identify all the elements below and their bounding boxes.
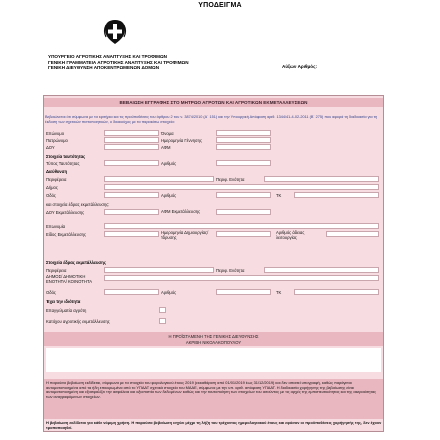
region-label: Περιφέρεια: [46, 177, 67, 182]
birthdate-label: Ημερομηνία Γέννησης: [161, 138, 202, 143]
form-row: [44, 318, 383, 325]
doy-field[interactable]: [104, 144, 159, 150]
form-row: [44, 184, 383, 191]
form-row: [44, 153, 383, 160]
id-number-field[interactable]: [216, 160, 271, 166]
form-row: [44, 168, 383, 175]
legal-notice: Η παρούσα βεβαίωση εκδίδεται, σύμφωνα με τα στοιχεία του φορολογικού έτους 2019 (εκκαθάριση από 01/01/2019 έως 31/12/2019) και δεν απαιτεί υπογραφή, καθώς παράγεται αυτοματοποιημένα από τα ήδη επικυρωμένα από το ΥΠΑΑΤ σχετικά στοιχεία του ΜΑΑΕ, σύμφωνα με την υπ. αριθ. απόφαση ΥΠΑΑΤ. Η διαδικασία χορήγησης της βεβαίωσης είναι αυτοματοποιημένη και εξασφαλίζει την ασφάλεια και αξιοπιστία των δεδομένων καθώς και την ταυτοποίηση των στοιχείων του αιτούντος με τις αρχές της εμπιστευτικότητας και της ακεραιότητας των αναγραφόμενων στοιχείων.: [44, 379, 383, 419]
signature-area: [46, 348, 381, 372]
hq-doy-field[interactable]: [104, 209, 159, 215]
postcode-field[interactable]: [294, 192, 379, 198]
seat-street-label: Οδός: [46, 290, 56, 295]
form-row: [44, 137, 383, 144]
certificate-intro: Βεβαιώνεται ότι σύμφωνα με τα κριτήρια και τις προϋποθέσεις του άρθρου 2 του ν. 3874/2010 (Α΄ 151) και την Υπουργική Απόφαση αριθ. 1344/41-4-02-2011 (Β΄ 275) που αφορά τη διαδικασία για τη έκδοση των σχετικών πιστοποιητικών, ο δικαιούχος με τα παρακάτω στοιχεία:: [45, 115, 378, 124]
holding-owner-checkbox[interactable]: [159, 318, 166, 324]
id-number-label: Αριθμός: [161, 161, 177, 166]
seat-region-label: Περιφέρεια: [46, 268, 67, 273]
region-field[interactable]: [104, 176, 214, 182]
postcode-label: ΤΚ: [276, 193, 282, 198]
document-title: ΥΠΟΔΕΙΓΜΑ: [198, 2, 242, 9]
ministry-line: ΓΕΝΙΚΗ ΔΙΕΥΘΥΝΣΗ ΑΠΟΚΕΝΤΡΩΜΕΝΩΝ ΔΟΜΩΝ: [48, 65, 160, 71]
form-row: [44, 160, 383, 167]
form-row: [44, 231, 383, 246]
form-row: [44, 259, 383, 266]
seat-regional-unit-field[interactable]: [264, 267, 379, 273]
municipality-label: Δήμος: [46, 185, 58, 190]
id-type-field[interactable]: [104, 160, 159, 166]
greek-emblem-icon: [100, 17, 130, 47]
name-label: Όνομα: [161, 131, 174, 136]
father-name-label: Πατρώνυμο: [46, 138, 68, 143]
ministry-line: ΥΠΟΥΡΓΕΙΟ ΑΓΡΟΤΙΚΗΣ ΑΝΑΠΤΥΞΗΣ ΚΑΙ ΤΡΟΦΙΜΩΝ: [48, 54, 167, 59]
form-row: [44, 298, 383, 305]
professional-farmer-label: Επαγγελματία αγρότη: [46, 308, 87, 313]
hq-afm-label: ΑΦΜ Εκμετάλλευσης: [161, 209, 201, 214]
protocol-number-label: Αύξων Αριθμός:: [282, 64, 318, 69]
validity-note: Η βεβαίωση εκδίδεται για κάθε νόμιμη χρήση. Η παρούσα βεβαίωση ισχύει μέχρι τη λήξη του τρέχοντος ημερολογιακού έτους και εφόσον οι προϋποθέσεις χορήγησής της, δεν έχουν τροποποιηθεί.: [46, 420, 382, 430]
holding-owner-label: Κατόχου αγροτικής εκμετάλλευσης: [46, 319, 110, 324]
hq-date-field[interactable]: [216, 231, 271, 237]
form-row: [44, 289, 383, 296]
afm-label: ΑΦΜ: [161, 145, 171, 150]
form-row: [44, 267, 383, 274]
hq-type-field[interactable]: [104, 231, 159, 237]
ministry-line: ΓΕΝΙΚΗ ΓΡΑΜΜΑΤΕΙΑ ΑΓΡΟΤΙΚΗΣ ΑΝΑΠΤΥΞΗΣ ΚΑΙ ΤΡΟΦΙΜΩΝ: [48, 59, 189, 65]
hq-afm-field[interactable]: [216, 209, 271, 215]
signatory-title: Η ΠΡΟΪΣΤΑΜΕΝΗ ΤΗΣ ΓΕΝΙΚΗΣ ΔΙΕΥΘΥΝΣΗΣ: [168, 334, 259, 339]
address-section-heading: Διεύθυνση: [46, 169, 68, 174]
seat-number-label: Αριθμός: [161, 290, 177, 295]
name-field[interactable]: [216, 130, 271, 136]
professional-farmer-checkbox[interactable]: [159, 307, 166, 313]
surname-field[interactable]: [104, 130, 159, 136]
surname-label: Επώνυμο: [46, 131, 65, 136]
seat-regional-unit-label: Περιφ. Ενότητα: [216, 268, 245, 273]
signatory-block: [44, 332, 383, 346]
father-name-field[interactable]: [104, 137, 159, 143]
seat-postcode-label: ΤΚ: [276, 290, 282, 295]
street-field[interactable]: [104, 192, 159, 198]
hq-date-label: Ημερομηνία Δημιουργίας/ Ίδρυσης: [161, 230, 209, 240]
hq-name-label: Επωνυμία: [46, 224, 66, 229]
form-row: [44, 192, 383, 199]
hq-name-field[interactable]: [104, 223, 379, 229]
hq-section-heading: και στοιχεία έδρας εκμετάλλευσης:: [46, 202, 110, 207]
seat-postcode-field[interactable]: [294, 289, 379, 295]
form-row: [44, 176, 383, 183]
seat-municipality-label: ΔΗΜΟΣ/ ΔΗΜΟΤΙΚΗ ΕΝΟΤΗΤΑ/ ΚΟΙΝΟΤΗΤΑ: [46, 274, 93, 284]
form-row: [44, 275, 383, 287]
form-row: [44, 307, 383, 314]
doy-label: ΔΟΥ: [46, 145, 55, 150]
ministry-header: [48, 54, 189, 71]
street-number-field[interactable]: [216, 192, 271, 198]
signatory-name: ΑΚΡΙΒΗ ΝΙΚΟΛΑΚΟΠΟΥΛΟΥ: [185, 339, 242, 345]
afm-field[interactable]: [216, 144, 271, 150]
regional-unit-label: Περιφ. Ενότητα: [216, 177, 245, 182]
street-label: Οδός: [46, 193, 56, 198]
status-section-heading: Έχει την ιδιότητα: [46, 299, 81, 304]
form-row: [44, 201, 383, 208]
seat-region-field[interactable]: [104, 267, 214, 273]
municipality-field[interactable]: [104, 184, 379, 190]
seat-number-field[interactable]: [216, 289, 271, 295]
form-row: [44, 223, 383, 230]
id-type-label: Τύπος Ταυτότητας: [46, 161, 80, 166]
hq-type-label: Είδος Εκμετάλλευσης: [46, 232, 87, 237]
form-row: [44, 144, 383, 151]
hq-permit-label: Αριθμός άδειας λειτουργίας: [276, 230, 305, 240]
id-section-heading: Στοιχεία ταυτότητας: [46, 154, 86, 159]
regional-unit-field[interactable]: [264, 176, 379, 182]
birthdate-field[interactable]: [216, 137, 271, 143]
street-number-label: Αριθμός: [161, 193, 177, 198]
form-row: [44, 130, 383, 137]
hq-permit-field[interactable]: [326, 231, 379, 237]
hq-doy-label: ΔΟΥ Εκμετάλλευσης: [46, 210, 85, 215]
certificate-title: ΒΕΒΑΙΩΣΗ ΕΓΓΡΑΦΗΣ ΣΤΟ ΜΗΤΡΩΟ ΑΓΡΟΤΩΝ ΚΑΙ ΑΓΡΟΤΙΚΩΝ ΕΚΜΕΤΑΛΛΕΥΣΕΩΝ: [44, 98, 383, 107]
seat-section-heading: Στοιχεία έδρας εκμετάλλευσης: [46, 260, 107, 265]
seat-street-field[interactable]: [104, 289, 159, 295]
form-row: [44, 209, 383, 219]
seat-municipality-field[interactable]: [104, 275, 379, 281]
